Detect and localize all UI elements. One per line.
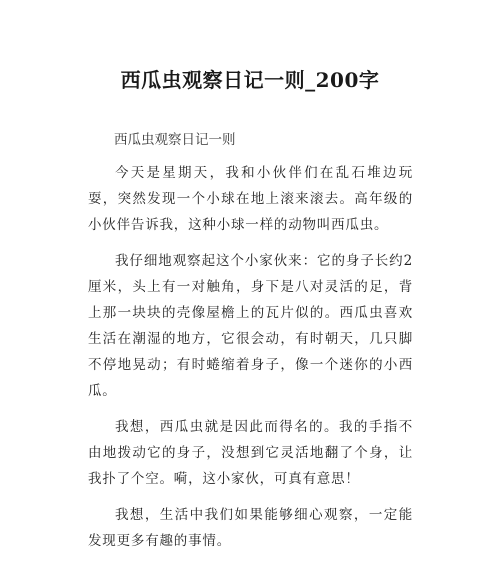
page-title: 西瓜虫观察日记一则_200字 [120, 68, 380, 92]
paragraph-3: 我想，西瓜虫就是因此而得名的。我的手指不由地拨动它的身子，没想到它灵活地翻了个身，让我扑了个空。嗬，这小家伙，可真有意思！ [88, 419, 413, 487]
paragraph-1: 今天是星期天，我和小伙伴们在乱石堆边玩耍，突然发现一个小球在地上滚来滚去。高年级的小伙伴告诉我，这种小球一样的动物叫西瓜虫。 [88, 165, 413, 233]
article-heading: 西瓜虫观察日记一则 [114, 132, 236, 148]
article-body [88, 130, 413, 564]
paragraph-4: 我想，生活中我们如果能够细心观察，一定能发现更多有趣的事情。 [88, 507, 413, 549]
paragraph-2: 我仔细地观察起这个小家伙来：它的身子长约2厘米，头上有一对触角，身下是八对灵活的足，背上那一块块的壳像屋檐上的瓦片似的。西瓜虫喜欢生活在潮湿的地方，它很会动，有时朝天，几只脚不停地晃动；有时蜷缩着身子，像一个迷你的小西瓜。 [88, 253, 413, 399]
